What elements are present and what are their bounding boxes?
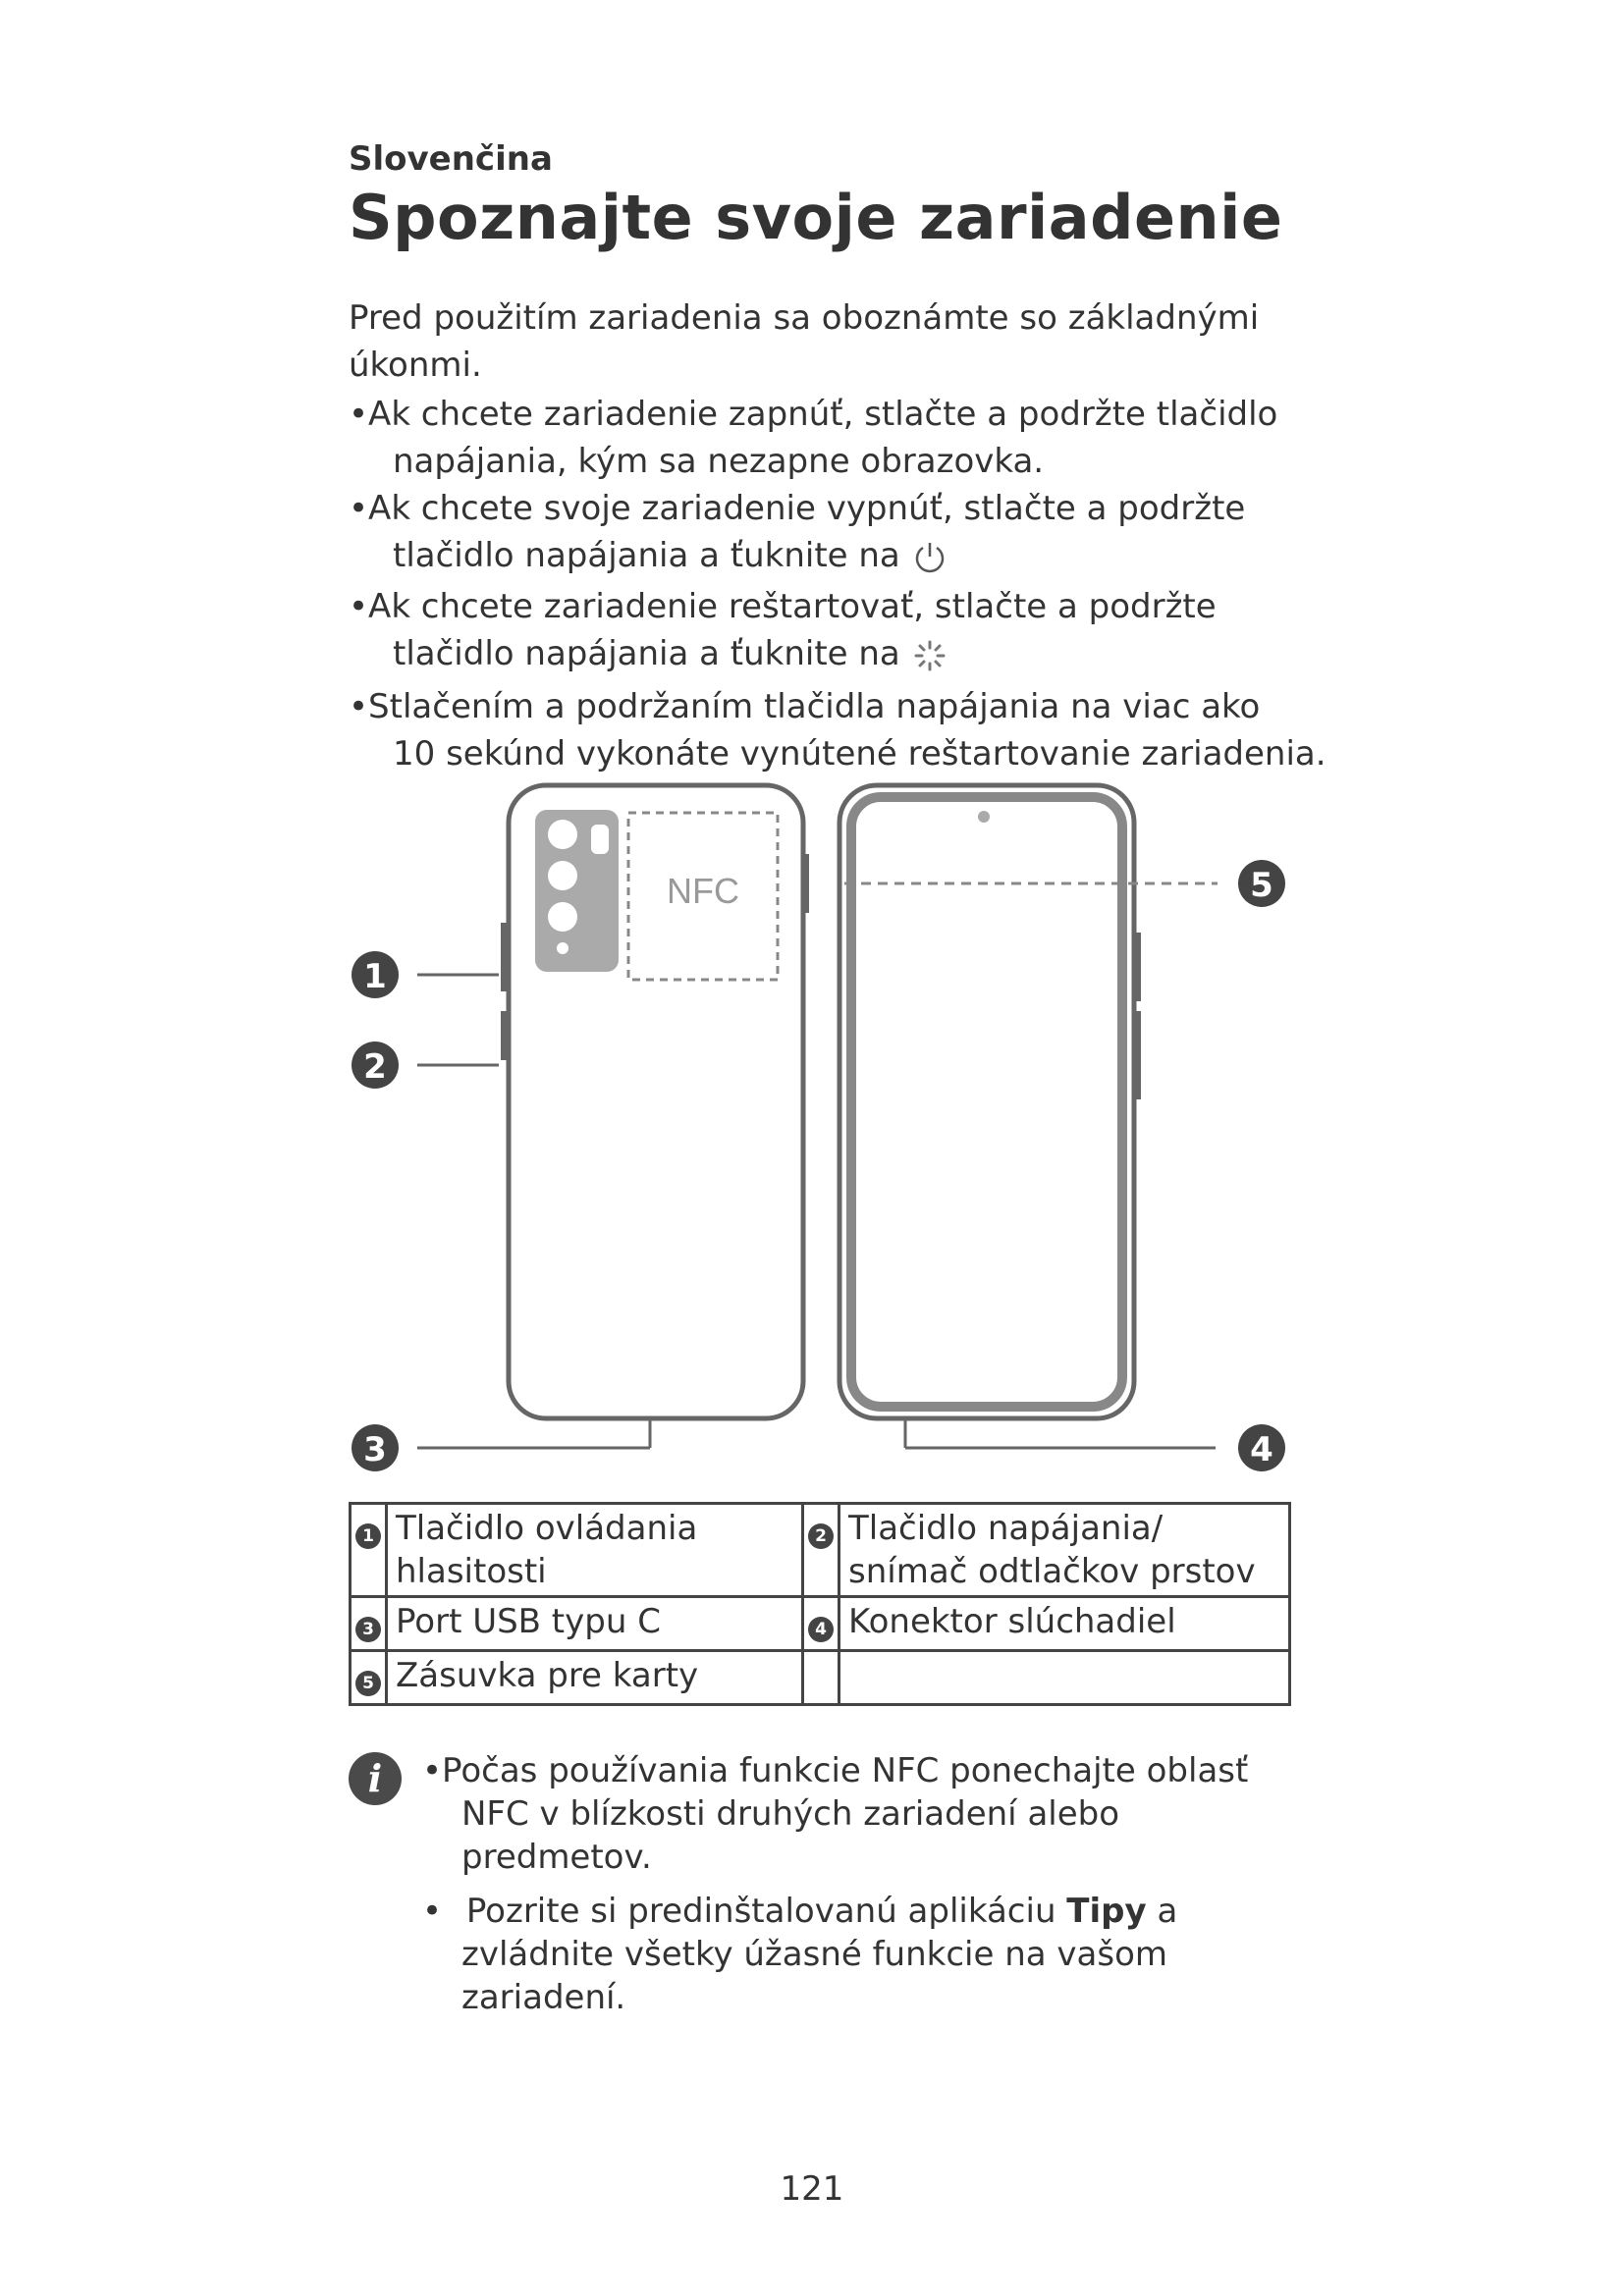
table-cell-label — [839, 1651, 1290, 1705]
part-label: snímač odtlačkov prstov — [848, 1552, 1256, 1591]
camera-lens — [548, 902, 577, 932]
volume-button — [501, 923, 509, 991]
note-text: Pozrite si predinštalovanú aplikáciu — [465, 1892, 1067, 1931]
callout-3 — [352, 1424, 399, 1471]
bullet-line-with-icon — [349, 532, 1330, 579]
table-cell-number — [351, 1597, 387, 1651]
table-cell-number — [803, 1651, 839, 1705]
callout-2 — [352, 1041, 399, 1089]
table-cell-label: Port USB typu C — [387, 1597, 803, 1651]
phone-screen — [851, 797, 1122, 1407]
table-cell-label — [839, 1504, 1290, 1597]
note-text: a — [1146, 1892, 1178, 1931]
table-cell-label: Zásuvka pre karty — [387, 1651, 803, 1705]
table-row — [351, 1651, 1290, 1705]
part-label: Tlačidlo ovládania — [396, 1509, 698, 1548]
bullet-line: •Stlačením a podržaním tlačidla napájania na viac ako — [349, 687, 1261, 726]
power-icon — [911, 539, 948, 576]
note-tips — [422, 1890, 1286, 2019]
callout-1 — [352, 951, 399, 998]
callout-4 — [1238, 1424, 1285, 1471]
bullet-power-on — [349, 391, 1330, 485]
bullet-line-with-icon — [349, 630, 1330, 677]
bullet-power-off — [349, 485, 1330, 579]
front-camera — [978, 811, 990, 823]
camera-lens — [548, 861, 577, 890]
device-diagram — [334, 775, 1306, 1492]
callout-5 — [1238, 860, 1285, 907]
number-badge: 1 — [355, 1523, 381, 1549]
bullet-line: tlačidlo napájania a ťuknite na — [393, 634, 900, 673]
page-number: 121 — [780, 2169, 844, 2209]
callout-number: 2 — [363, 1047, 387, 1087]
bullet-line: tlačidlo napájania a ťuknite na — [393, 536, 900, 575]
callout-number: 4 — [1250, 1430, 1273, 1469]
number-badge: 5 — [355, 1671, 381, 1696]
parts-table — [349, 1502, 1291, 1706]
note-line: zvládnite všetky úžasné funkcie na vašom — [461, 1935, 1167, 1974]
note-line: NFC v blízkosti druhých zariadení alebo — [461, 1794, 1120, 1834]
intro-text: Pred použitím zariadenia sa oboznámte so základnými úkonmi. — [349, 298, 1260, 385]
number-badge: 3 — [355, 1617, 381, 1642]
part-label: hlasitosti — [396, 1552, 547, 1591]
bullet-restart — [349, 583, 1330, 677]
bullet-line: napájania, kým sa nezapne obrazovka. — [393, 442, 1045, 481]
table-row — [351, 1504, 1290, 1597]
callout-number: 3 — [363, 1430, 387, 1469]
table-cell-number — [351, 1504, 387, 1597]
table-cell-number — [803, 1504, 839, 1597]
tips-app-name: Tipy — [1066, 1892, 1147, 1931]
note-line: •Počas používania funkcie NFC ponechajte oblasť — [422, 1751, 1249, 1790]
bullet-line: •Ak chcete zariadenie reštartovať, stlačte a podržte — [349, 587, 1217, 626]
note-line — [422, 1890, 1286, 1933]
callout-number: 5 — [1250, 866, 1273, 905]
bullet-line: 10 sekúnd vykonáte vynútené reštartovanie zariadenia. — [393, 734, 1326, 774]
number-badge: 2 — [808, 1523, 834, 1549]
power-button — [501, 1011, 509, 1060]
bullet-line: •Ak chcete svoje zariadenie vypnúť, stlačte a podržte — [349, 489, 1246, 528]
part-label: Tlačidlo napájania/ — [848, 1509, 1164, 1548]
camera-lens — [548, 820, 577, 849]
front-side-button — [1134, 1011, 1141, 1099]
table-cell-number — [803, 1597, 839, 1651]
nfc-label: NFC — [667, 871, 739, 911]
bullet-line: •Ak chcete zariadenie zapnúť, stlačte a podržte tlačidlo — [349, 395, 1278, 434]
note-nfc — [422, 1749, 1286, 1879]
number-badge: 4 — [808, 1617, 834, 1642]
info-icon: i — [349, 1752, 402, 1805]
note-line: zariadení. — [461, 1978, 626, 2017]
right-side-button — [803, 854, 809, 913]
table-row — [351, 1597, 1290, 1651]
front-side-button — [1134, 933, 1141, 1001]
note-line: predmetov. — [461, 1838, 652, 1877]
callout-number: 1 — [363, 957, 387, 996]
language-label: Slovenčina — [349, 139, 553, 179]
note-bullet: • — [422, 1892, 443, 1931]
table-cell-label: Konektor slúchadiel — [839, 1597, 1290, 1651]
sensor — [557, 942, 568, 954]
page-title: Spoznajte svoje zariadenie — [349, 182, 1283, 253]
table-cell-label — [387, 1504, 803, 1597]
bullet-force-restart — [349, 683, 1330, 777]
flash — [591, 825, 609, 854]
table-cell-number — [351, 1651, 387, 1705]
restart-icon — [911, 637, 948, 674]
